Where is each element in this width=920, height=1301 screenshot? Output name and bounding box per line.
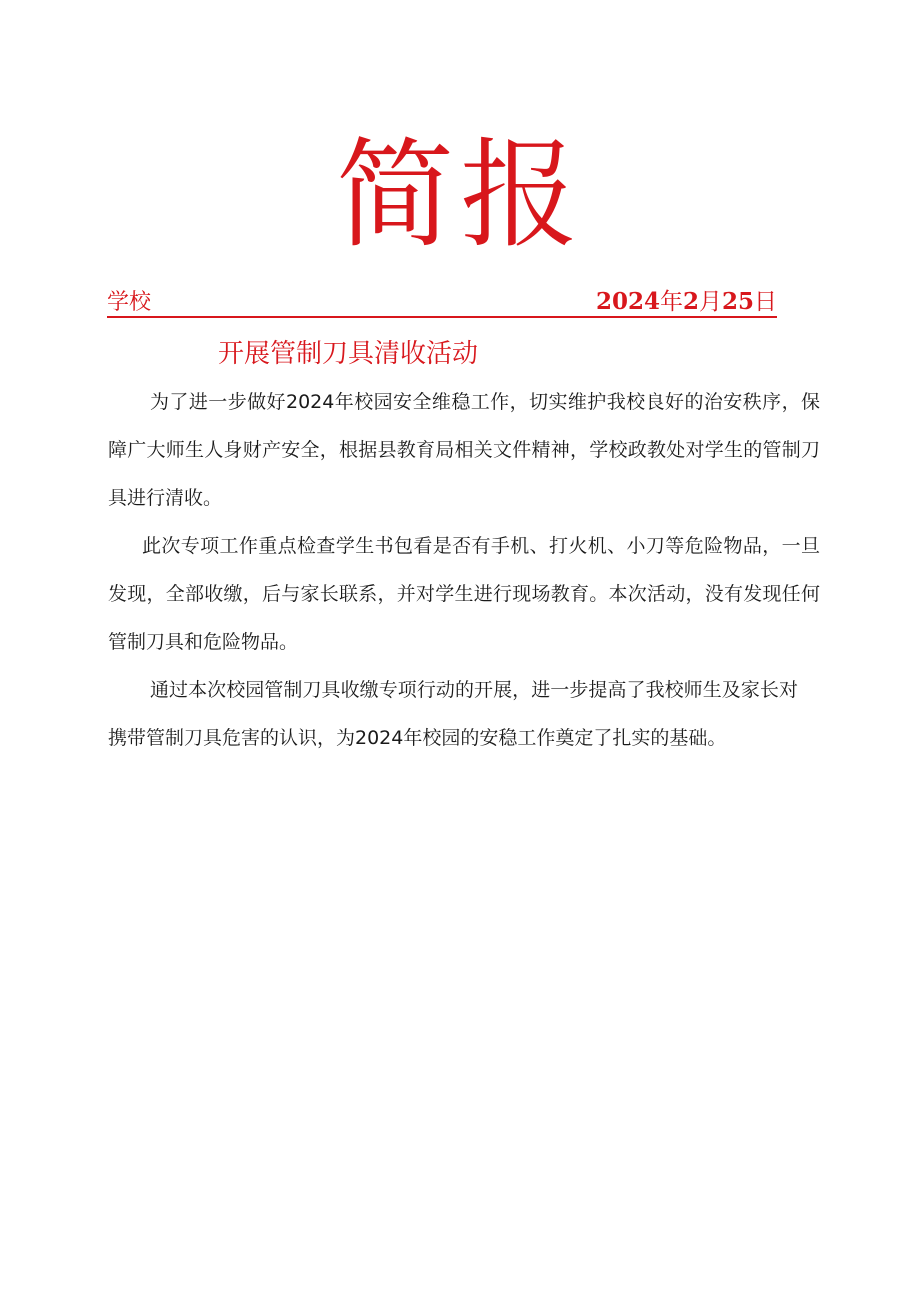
date-day-unit: 日 bbox=[754, 289, 777, 315]
article-paragraph-2: 此次专项工作重点检查学生书包看是否有手机、打火机、小刀等危险物品，一旦发现，全部收缴，后与家长联系，并对学生进行现场教育。本次活动，没有发现任何管制刀具和危险物品。 bbox=[108, 535, 820, 653]
masthead-title: 简报 bbox=[335, 126, 584, 264]
issue-date bbox=[596, 283, 777, 316]
school-label: 学校 bbox=[107, 290, 152, 315]
date-month: 2 bbox=[682, 288, 699, 315]
date-month-unit: 月 bbox=[698, 289, 722, 315]
date-day: 25 bbox=[721, 288, 754, 315]
briefing-header-line bbox=[107, 282, 777, 318]
date-year-unit: 年 bbox=[659, 289, 683, 315]
article-paragraph-1: 为了进一步做好2024年校园安全维稳工作，切实维护我校良好的治安秩序，保障广大师生人身财产安全，根据县教育局相关文件精神，学校政教处对学生的管制刀具进行清收。 bbox=[108, 391, 820, 509]
article-headline: 开展管制刀具清收活动 bbox=[218, 339, 479, 369]
article-paragraph-3: 通过本次校园管制刀具收缴专项行动的开展，进一步提高了我校师生及家长对携带管制刀具危害的认识，为2024年校园的安稳工作奠定了扎实的基础。 bbox=[108, 679, 798, 749]
date-year: 2024 bbox=[595, 288, 660, 315]
